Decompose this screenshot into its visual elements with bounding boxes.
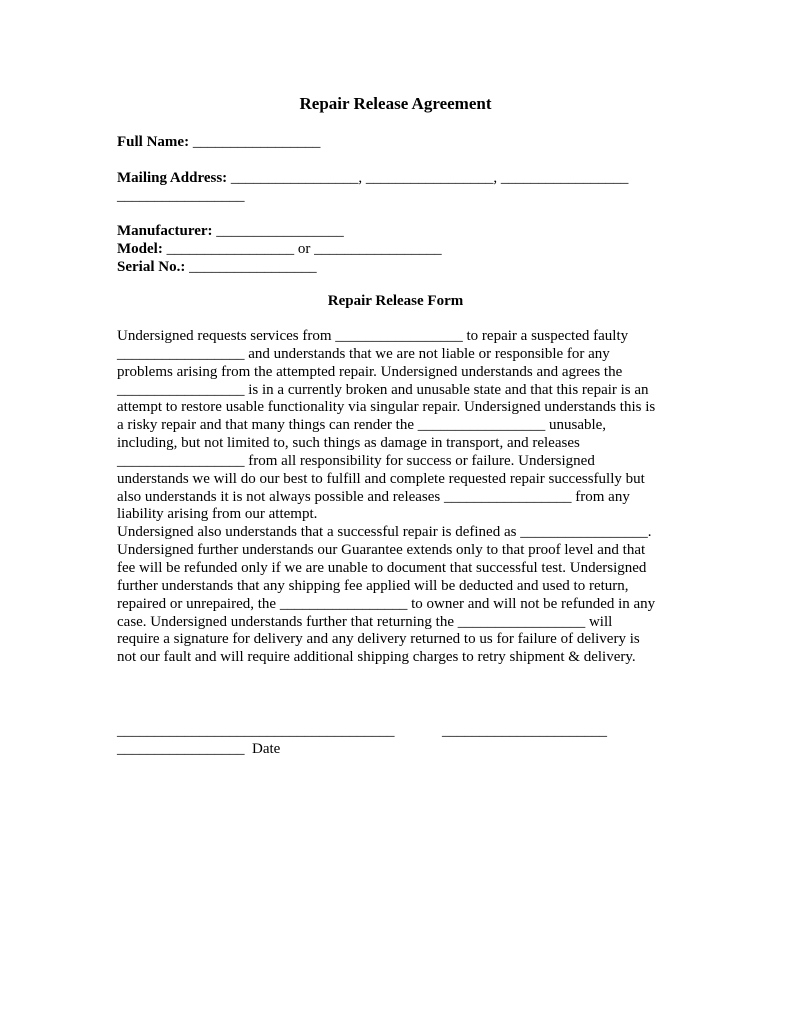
body-line: _________________ from all responsibility for success or failure. Undersigned bbox=[117, 452, 595, 469]
body-line: repaired or unrepaired, the _________________ to owner and will not be refunded in any bbox=[117, 595, 656, 612]
model-label: Model: bbox=[117, 241, 163, 257]
signature-blank[interactable]: _____________________________________ bbox=[117, 723, 395, 739]
body-line: problems arising from the attempted repair. Undersigned understands and agrees the bbox=[117, 363, 623, 380]
serial-field bbox=[117, 258, 317, 276]
body-line: case. Undersigned understands further that returning the _________________ will bbox=[117, 613, 613, 630]
serial-label: Serial No.: bbox=[117, 259, 186, 275]
manufacturer-field bbox=[117, 222, 344, 240]
printed-name-blank[interactable]: _________________ bbox=[117, 741, 245, 757]
body-line: further understands that any shipping fee applied will be deducted and used to return, bbox=[117, 577, 629, 594]
model-blanks[interactable]: _________________ or _________________ bbox=[166, 241, 442, 257]
body-line: including, but not limited to, such things as damage in transport, and releases bbox=[117, 435, 580, 452]
full-name-field bbox=[117, 133, 320, 151]
full-name-label: Full Name: bbox=[117, 134, 190, 150]
model-field bbox=[117, 240, 442, 258]
mailing-address-label: Mailing Address: bbox=[117, 170, 228, 186]
date-row bbox=[117, 740, 280, 758]
full-name-blank[interactable]: _________________ bbox=[192, 134, 321, 150]
serial-blank[interactable]: _________________ bbox=[189, 259, 317, 275]
body-line: require a signature for delivery and any delivery returned to us for failure of delivery is bbox=[117, 631, 640, 648]
body-line: _________________ and understands that we are not liable or responsible for any bbox=[117, 345, 610, 362]
body-line: fee will be refunded only if we are unable to document that successful test. Undersigned bbox=[117, 559, 647, 576]
body-line: Undersigned further understands our Guarantee extends only to that proof level and that bbox=[117, 542, 646, 559]
mailing-address-blank-cont[interactable]: _________________ bbox=[117, 188, 245, 204]
body-line: understands we will do our best to fulfill and complete requested repair successfully but bbox=[117, 470, 645, 487]
body-line: liability arising from our attempt. bbox=[117, 506, 318, 523]
body-line: a risky repair and that many things can render the _________________ unusable, bbox=[117, 417, 607, 434]
release-body-text bbox=[117, 328, 687, 667]
body-line: Undersigned requests services from _________________ to repair a suspected faulty bbox=[117, 328, 629, 344]
document-title: Repair Release Agreement bbox=[299, 94, 492, 113]
manufacturer-label: Manufacturer: bbox=[117, 223, 213, 239]
mailing-address-blanks[interactable]: _________________, _________________, _________________ bbox=[230, 170, 629, 186]
manufacturer-blank[interactable]: _________________ bbox=[216, 223, 344, 239]
second-signature-blank[interactable]: ______________________ bbox=[442, 723, 607, 739]
mailing-address-field bbox=[117, 169, 628, 187]
body-line: Undersigned also understands that a successful repair is defined as _________________. bbox=[117, 524, 652, 541]
body-line: not our fault and will require additional shipping charges to retry shipment & delivery. bbox=[117, 649, 636, 666]
form-title: Repair Release Form bbox=[327, 293, 464, 309]
date-label: Date bbox=[252, 741, 281, 757]
body-line: attempt to restore usable functionality via singular repair. Undersigned understands this is bbox=[117, 399, 656, 416]
body-line: also understands it is not always possible and releases _________________ from any bbox=[117, 488, 630, 505]
body-line: _________________ is in a currently broken and unusable state and that this repair is an bbox=[117, 381, 649, 398]
